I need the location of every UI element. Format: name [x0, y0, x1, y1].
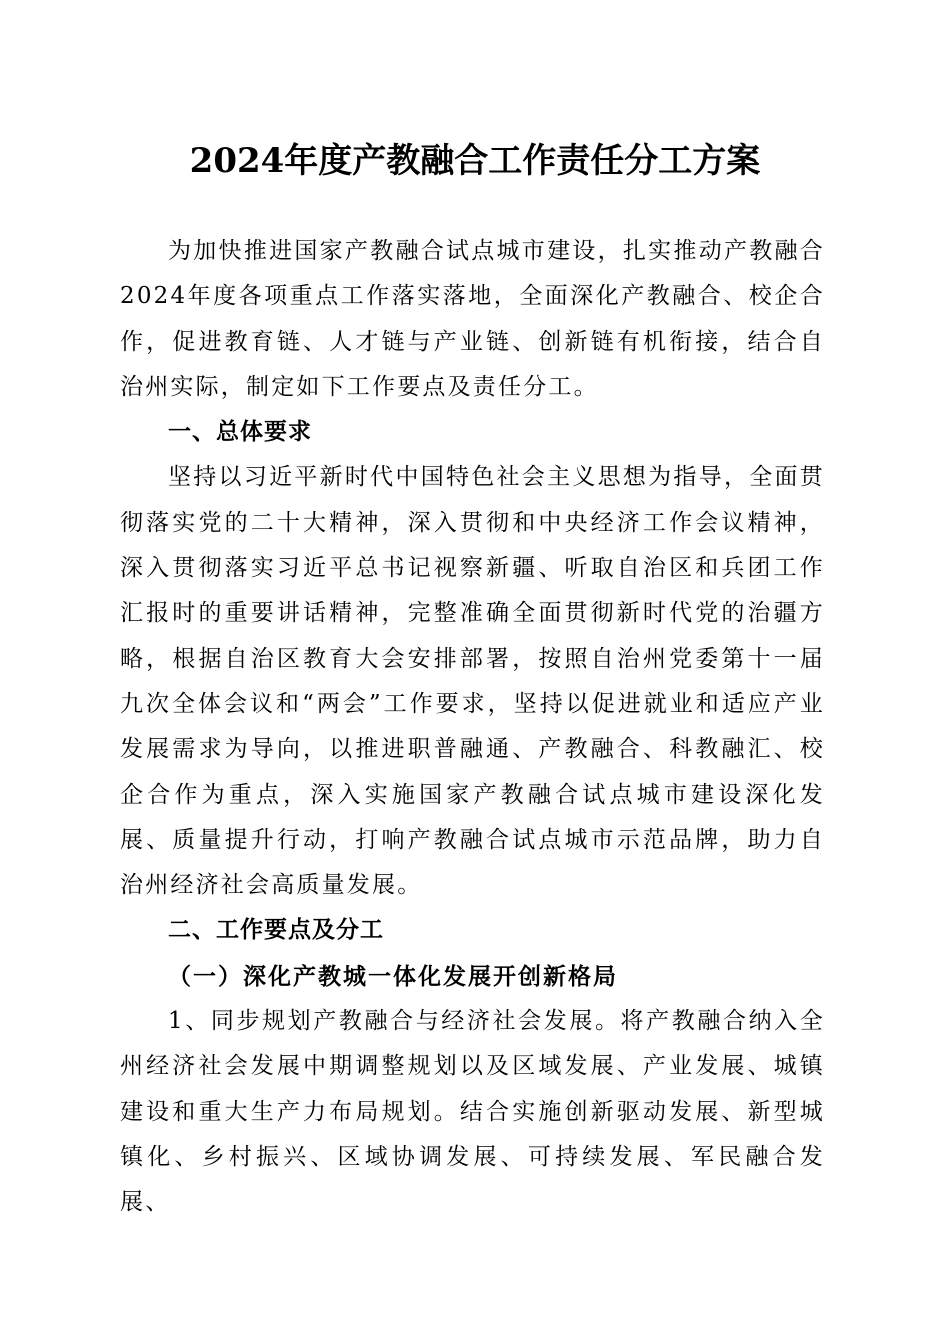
section-heading-overall-requirements: 一、总体要求 [168, 419, 312, 446]
section-heading-work-points: 二、工作要点及分工 [168, 917, 384, 944]
subsection-heading-1: （一）深化产教城一体化发展开创新格局 [168, 962, 618, 990]
overall-requirements-paragraph: 坚持以习近平新时代中国特色社会主义思想为指导，全面贯彻落实党的二十大精神，深入贯彻和中央经济工作会议精神，深入贯彻落实习近平总书记视察新疆、听取自治区和兵团工作汇报时的重要讲话精神，完整准确全面贯彻新时代党的治疆方略，根据自治区教育大会安排部署，按照自治州党委第十一届九次全体会议和“两会”工作要求，坚持以促进就业和适应产业发展需求为导向，以推进职普融通、产教融合、科教融汇、校企合作为重点，深入实施国家产教融合试点城市建设深化发展、质量提升行动，打响产教融合试点城市示范品牌，助力自治州经济社会高质量发展。 [120, 464, 825, 899]
work-item-1-paragraph: 1、同步规划产教融合与经济社会发展。将产教融合纳入全州经济社会发展中期调整规划以及区域发展、产业发展、城镇建设和重大生产力布局规划。结合实施创新驱动发展、新型城镇化、乡村振兴、区域协调发展、可持续发展、军民融合发展、 [120, 1008, 825, 1216]
document-title: 2024年度产教融合工作责任分工方案 [189, 141, 761, 181]
document-body [120, 229, 825, 1226]
intro-paragraph: 为加快推进国家产教融合试点城市建设，扎实推动产教融合2024年度各项重点工作落实落地，全面深化产教融合、校企合作，促进教育链、人才链与产业链、创新链有机衔接，结合自治州实际，制定如下工作要点及责任分工。 [120, 238, 825, 400]
